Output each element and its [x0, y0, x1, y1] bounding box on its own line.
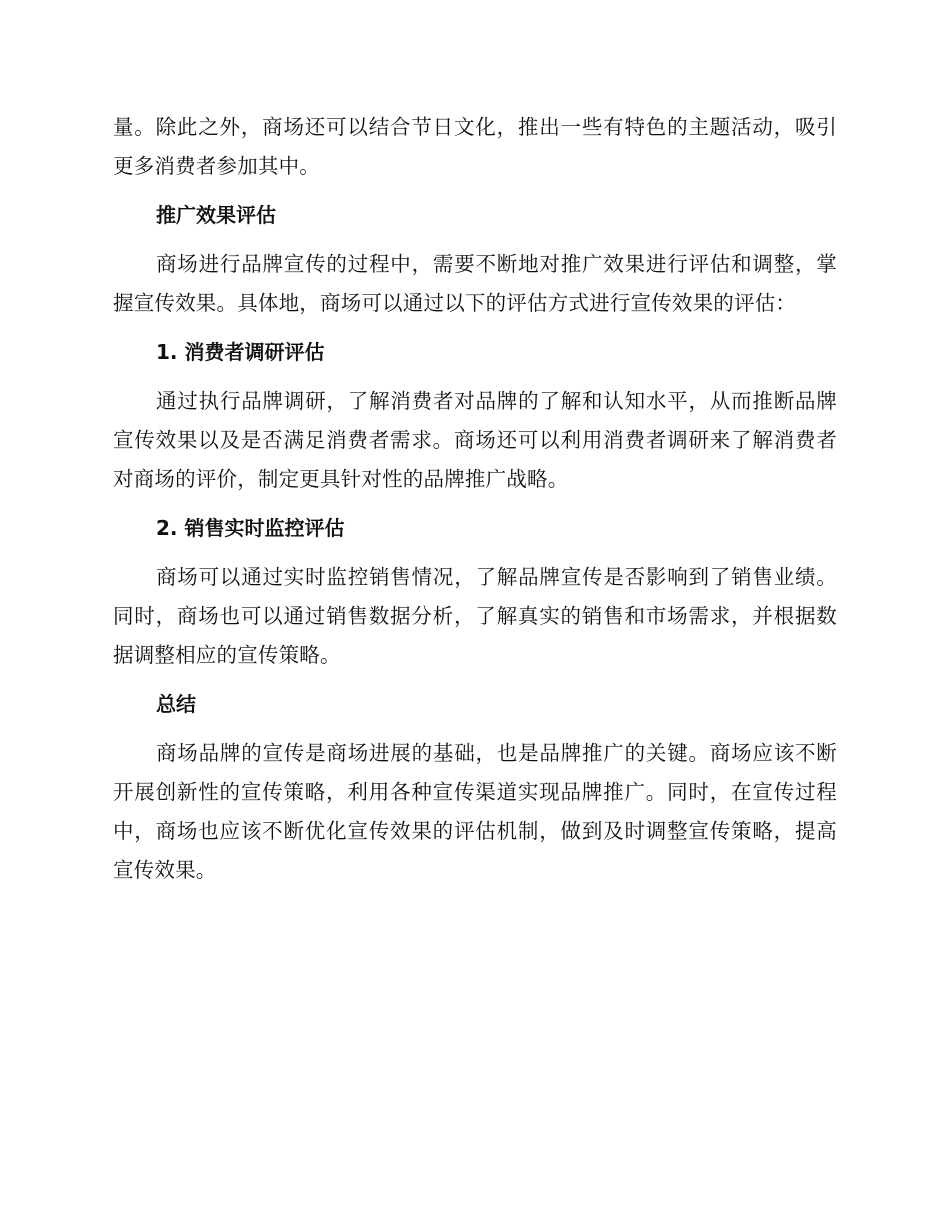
paragraph-sales-monitoring: 商场可以通过实时监控销售情况，了解品牌宣传是否影响到了销售业绩。同时，商场也可以通过销售数据分析，了解真实的销售和市场需求，并根据数据调整相应的宣传策略。: [113, 565, 837, 667]
document-body: [113, 108, 837, 900]
section-heading-summary: 总结: [156, 692, 196, 716]
paragraph-evaluation-overview: 商场进行品牌宣传的过程中，需要不断地对推广效果进行评估和调整，掌握宣传效果。具体地，商场可以通过以下的评估方式进行宣传效果的评估：: [113, 252, 837, 315]
paragraph-consumer-survey: 通过执行品牌调研，了解消费者对品牌的了解和认知水平，从而推断品牌宣传效果以及是否满足消费者需求。商场还可以利用消费者调研来了解消费者对商场的评价，制定更具针对性的品牌推广战略。: [113, 389, 837, 491]
paragraph-summary: 商场品牌的宣传是商场进展的基础，也是品牌推广的关键。商场应该不断开展创新性的宣传策略，利用各种宣传渠道实现品牌推广。同时，在宣传过程中，商场也应该不断优化宣传效果的评估机制，做到及时调整宣传策略，提高宣传效果。: [113, 741, 837, 882]
subheading-consumer-survey: 1. 消费者调研评估: [156, 340, 325, 364]
paragraph-intro-continuation: 量。除此之外，商场还可以结合节日文化，推出一些有特色的主题活动，吸引更多消费者参加其中。: [113, 115, 837, 178]
section-heading-promotion-evaluation: 推广效果评估: [156, 203, 276, 227]
subheading-sales-monitoring: 2. 销售实时监控评估: [156, 516, 345, 540]
